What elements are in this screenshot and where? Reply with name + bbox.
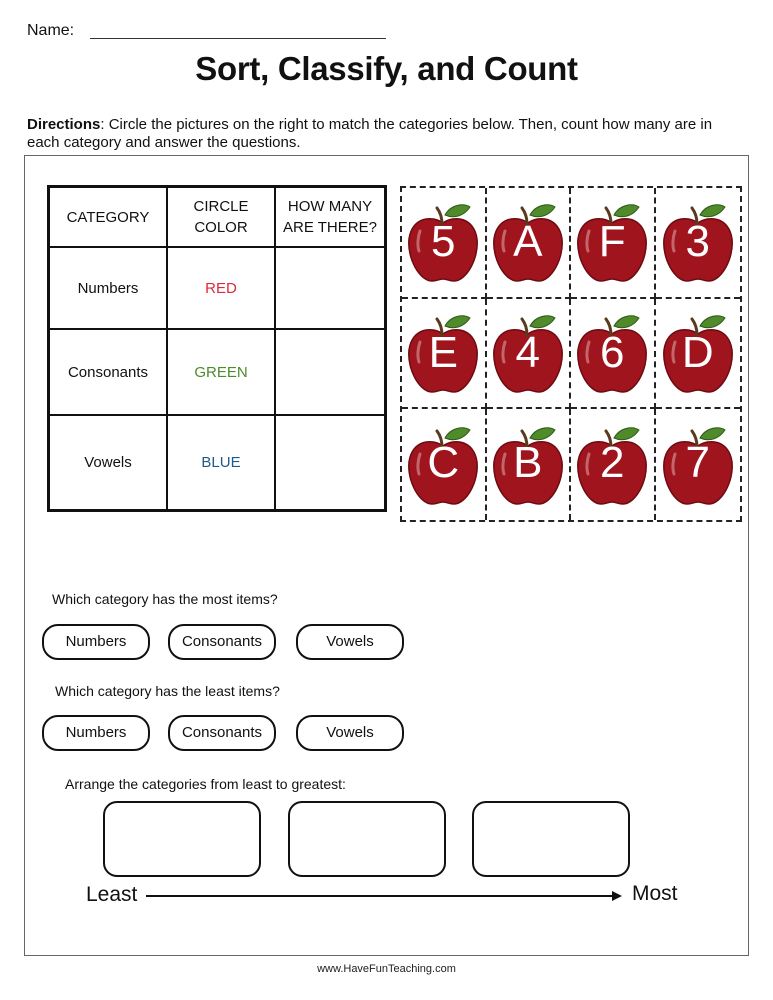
directions-text: : Circle the pictures on the right to match the categories below. Then, count how many are in each category and answer the questions. — [27, 116, 713, 151]
apple-label: 6 — [600, 327, 625, 377]
color-cell: RED — [167, 247, 275, 329]
apple-label: 3 — [685, 217, 710, 266]
apple-card[interactable] — [656, 299, 741, 410]
arrow-right-icon — [146, 886, 622, 906]
page-title: Sort, Classify, and Count — [195, 50, 578, 87]
option-least-numbers[interactable]: Numbers — [42, 715, 150, 751]
apple-label: E — [428, 327, 458, 377]
apple-label: 4 — [515, 327, 540, 377]
header-category: CATEGORY — [49, 187, 168, 248]
name-label: Name: — [27, 22, 75, 39]
header-how-many: HOW MANY ARE THERE? — [275, 187, 386, 248]
apple-card[interactable] — [571, 188, 656, 299]
header-circle-color: CIRCLE COLOR — [167, 187, 275, 248]
apple-label: C — [427, 438, 460, 488]
apple-card[interactable] — [487, 409, 572, 520]
apple-label: 7 — [685, 438, 710, 488]
apple-card[interactable] — [656, 409, 741, 520]
apple-card[interactable] — [402, 188, 487, 299]
apple-card[interactable] — [571, 409, 656, 520]
category-cell: Vowels — [49, 415, 168, 510]
category-table — [47, 185, 387, 512]
least-label: Least — [86, 883, 138, 906]
count-answer-cell[interactable] — [275, 415, 386, 510]
apple-label: 2 — [600, 438, 625, 488]
directions — [27, 116, 747, 152]
table-row — [49, 247, 386, 329]
color-cell: BLUE — [167, 415, 275, 510]
option-least-vowels[interactable]: Vowels — [296, 715, 404, 751]
option-most-vowels[interactable]: Vowels — [296, 624, 404, 660]
apple-grid — [400, 186, 742, 522]
category-cell: Consonants — [49, 329, 168, 415]
name-line[interactable] — [90, 38, 386, 39]
option-most-numbers[interactable]: Numbers — [42, 624, 150, 660]
count-answer-cell[interactable] — [275, 247, 386, 329]
arrange-box-2[interactable] — [288, 801, 446, 877]
apple-card[interactable] — [487, 188, 572, 299]
apple-card[interactable] — [571, 299, 656, 410]
color-cell: GREEN — [167, 329, 275, 415]
footer-url: www.HaveFunTeaching.com — [317, 963, 456, 975]
arrange-box-3[interactable] — [472, 801, 630, 877]
apple-label: A — [513, 217, 543, 266]
apple-label: D — [681, 327, 714, 377]
question-least: Which category has the least items? — [55, 683, 280, 699]
apple-card[interactable] — [487, 299, 572, 410]
table-row — [49, 415, 386, 510]
option-least-consonants[interactable]: Consonants — [168, 715, 276, 751]
arrange-box-1[interactable] — [103, 801, 261, 877]
question-most: Which category has the most items? — [52, 591, 278, 607]
option-most-consonants[interactable]: Consonants — [168, 624, 276, 660]
count-answer-cell[interactable] — [275, 329, 386, 415]
table-header-row — [49, 187, 386, 248]
apple-label: F — [598, 217, 626, 266]
apple-card[interactable] — [402, 299, 487, 410]
apple-label: B — [513, 438, 543, 488]
most-label: Most — [632, 882, 678, 905]
table-row — [49, 329, 386, 415]
directions-label: Directions — [27, 116, 101, 133]
apple-card[interactable] — [402, 409, 487, 520]
question-arrange: Arrange the categories from least to greatest: — [65, 776, 346, 792]
apple-card[interactable] — [656, 188, 741, 299]
apple-label: 5 — [431, 217, 456, 266]
category-cell: Numbers — [49, 247, 168, 329]
